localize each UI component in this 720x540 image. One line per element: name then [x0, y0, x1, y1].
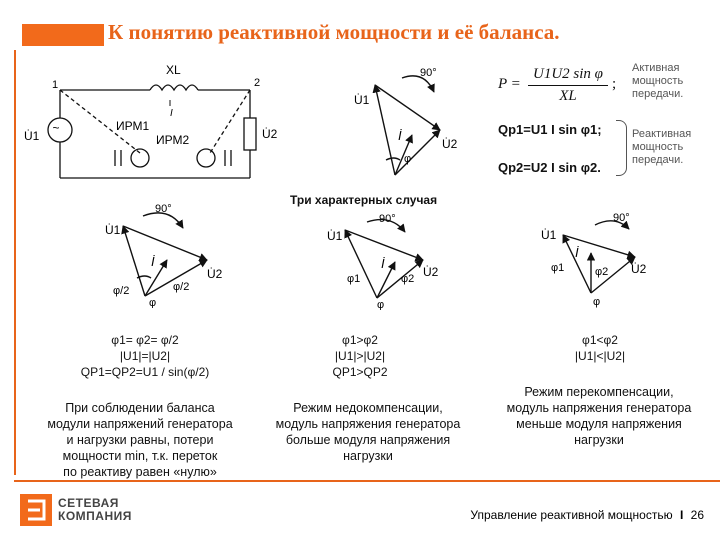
- case2-angle-label: 90°: [379, 213, 396, 225]
- case1-angle-label: 90°: [155, 203, 172, 215]
- company-logo-text: СЕТЕВАЯ КОМПАНИЯ: [58, 496, 132, 523]
- irm1-label: ИРМ1: [116, 119, 150, 133]
- case3-description: Режим перекомпенсации, модуль напряжения генератора меньше модуля напряжения нагрузки: [506, 385, 692, 447]
- top-vector-diagram: [340, 60, 480, 190]
- case2-phi1-label: φ1: [347, 273, 361, 285]
- irm1-symbol: [131, 149, 149, 167]
- case2-description: Режим недокомпенсации, модуль напряжения генератора больше модуля напряжения нагрузки: [275, 401, 461, 463]
- case3-phi1-label: φ1: [551, 262, 565, 274]
- irm2-symbol: [197, 149, 215, 167]
- case3-caption: φ1<φ2 |U1|<|U2|: [574, 333, 626, 363]
- case1-phi-label: φ: [149, 297, 157, 308]
- u1-vector-label: U̇1: [354, 93, 370, 107]
- footer-separator: I: [679, 508, 684, 522]
- phi-label: φ: [404, 153, 412, 165]
- case1-phi-half-a: φ/2: [113, 285, 130, 297]
- footer: [470, 508, 704, 522]
- case3-phi-label: φ: [593, 296, 601, 308]
- qp1-formula: Qp1=U1 I sin φ1;: [498, 122, 602, 137]
- u2-vector-label: U̇2: [442, 137, 458, 151]
- case1-phi-half-b: φ/2: [173, 281, 190, 293]
- node-2-label: 2: [254, 77, 261, 89]
- svg-text:~: ~: [52, 121, 60, 135]
- case3-u2-label: U̇2: [631, 262, 647, 276]
- bottom-accent-line: [14, 480, 720, 482]
- case3-angle-label: 90°: [613, 212, 630, 224]
- case2-vector-diagram: [315, 210, 445, 310]
- u1-label: U̇1: [24, 129, 40, 143]
- qp2-formula: Qp2=U2 I sin φ2.: [498, 160, 601, 175]
- case1-u2-label: U̇2: [207, 267, 223, 281]
- case3-current-label: İ: [575, 245, 579, 260]
- node-1-label: 1: [52, 79, 59, 91]
- case1-caption: φ1= φ2= φ/2 |U1|=|U2| QP1=QP2=U1 / sin(φ/2): [80, 333, 210, 379]
- active-power-caption: Активная мощность передачи.: [632, 62, 684, 100]
- u2-label: U̇2: [262, 127, 278, 141]
- case1-description: При соблюдении баланса модули напряжений генератора и нагрузки равны, потери мощности min, т.к. переток по реактиву равен «нулю»: [47, 401, 233, 479]
- case3-phi2-label: φ2: [595, 266, 609, 278]
- case3-vector-diagram: [535, 205, 665, 310]
- case2-current-label: İ: [381, 256, 385, 271]
- irm2-label: ИРМ2: [156, 133, 190, 147]
- left-accent-line: [14, 50, 16, 475]
- case2-u2-label: U̇2: [423, 265, 439, 279]
- circuit-diagram: [20, 58, 280, 190]
- company-logo-icon: [20, 494, 52, 526]
- case2-u1-label: U̇1: [327, 229, 343, 243]
- page-number: 26: [690, 508, 704, 522]
- angle-90-label: 90°: [420, 67, 437, 79]
- cases-subtitle: Три характерных случая: [290, 193, 438, 207]
- inductor-coil: [150, 85, 198, 90]
- load-resistor: [244, 118, 256, 150]
- current-vector-label: İ: [398, 128, 402, 143]
- case2-phi2-label: φ2: [401, 273, 415, 285]
- case2-caption: φ1>φ2 |U1|>|U2| QP1>QP2: [332, 333, 388, 379]
- case2-phi-label: φ: [377, 299, 385, 310]
- case1-u1-label: U̇1: [105, 223, 121, 237]
- case3-u1-label: U̇1: [541, 228, 557, 242]
- footer-title: Управление реактивной мощностью: [470, 508, 673, 522]
- case1-vector-diagram: [95, 198, 235, 308]
- reactive-power-caption: Реактивная мощность передачи.: [632, 128, 692, 166]
- page-title: К понятию реактивной мощности и её баланса.: [108, 20, 560, 44]
- current-label: I: [170, 108, 173, 119]
- case1-current-label: İ: [151, 254, 155, 269]
- title-accent-bar: [22, 24, 104, 46]
- reactive-brace: [616, 120, 627, 176]
- xl-label: XL: [166, 63, 181, 77]
